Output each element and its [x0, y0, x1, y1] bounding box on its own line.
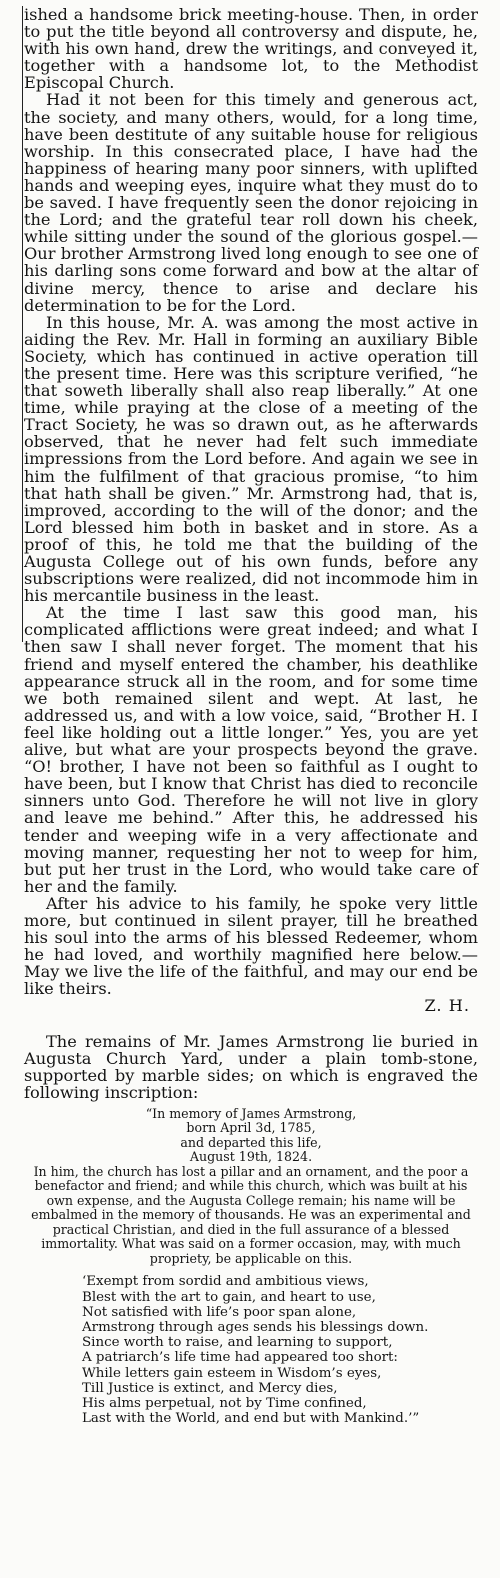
- paragraph-2: Had it not been for this timely and generous act, the society, and many others, would, for a long time, have been destitute of any suitable house for religious worship. In this consecrated place, I have had the happiness of hearing many poor sinners, with uplifted hands and weeping eyes, inquire what they must do to be saved. I have frequently seen the donor rejoicing in the Lord; and the grateful tear roll down his cheek, while sitting under the sound of the glorious gospel.—Our brother Armstrong lived long enough to see one of his darling sons come forward and bow at the altar of divine mercy, thence to arise and declare his determination to be for the Lord.: [24, 90, 478, 315]
- poem-line: Armstrong through ages sends his blessings down.: [82, 1320, 429, 1336]
- inscription: [24, 1107, 478, 1267]
- inscription-body: In him, the church has lost a pillar and an ornament, and the poor a benefactor and friend; and while this church, which was built at his own expense, and the Augusta College remain; his name will be embalmed in the memory of thousands. He was an experimental and practical Christian, and died in the full assurance of a blessed immortality. What was said on a former occasion, may, with much propriety, be applicable on this.: [31, 1163, 471, 1266]
- poem-line: While letters gain esteem in Wisdom’s eyes,: [82, 1365, 382, 1381]
- inscription-line: born April 3d, 1785,: [186, 1120, 316, 1136]
- remains-intro: The remains of Mr. James Armstrong lie buried in Augusta Church Yard, under a plain tomb-stone, supported by marble sides; on which is engraved the following inscription:: [24, 1031, 478, 1102]
- section-gap: [24, 1015, 478, 1033]
- inscription-line: August 19th, 1824.: [189, 1149, 313, 1165]
- paragraph-3: In this house, Mr. A. was among the most active in aiding the Rev. Mr. Hall in forming an auxiliary Bible Society, which has continued in active operation till the present time. Here was this scripture verified, “he that soweth liberally shall also reap liberally.” At one time, while praying at the close of a meeting of the Tract Society, he was so drawn out, as he afterwards observed, that he never had felt such immediate impressions from the Lord before. And again we see in him the fulfilment of that gracious promise, “to him that hath shall be given.” Mr. Armstrong had, that is, improved, according to the will of the donor; and the Lord blessed him both in basket and in store. As a proof of this, he told me that the building of the Augusta College out of his own funds, before any subscriptions were realized, did not incommode him in his mercantile business in the least.: [24, 312, 478, 606]
- poem-line: ‘Exempt from sordid and ambitious views,: [82, 1274, 369, 1290]
- poem-line: A patriarch’s life time had appeared too short:: [82, 1350, 398, 1366]
- column-rule: [22, 6, 23, 642]
- paragraph-4: At the time I last saw this good man, his complicated afflictions were great indeed; and what I then saw I shall never forget. The moment that his friend and myself entered the chamber, his deathlike appearance struck all in the room, and for some time we both remained silent and wept. At last, he addressed us, and with a low voice, said, “Brother H. I feel like holding out a little longer.” Yes, you are yet alive, but what are your prospects beyond the grave. “O! brother, I have not been so faithful as I ought to have been, but I know that Christ has died to reconcile sinners unto God. Therefore he will not live in glory and leave me behind.” After this, he addressed his tender and weeping wife in a very affectionate and moving manner, requesting her not to weep for him, but put her trust in the Lord, who would take care of her and the family.: [24, 603, 478, 896]
- poem-line: His alms perpetual, not by Time confined,: [82, 1396, 367, 1412]
- inscription-line: “In memory of James Armstrong,: [145, 1105, 357, 1121]
- poem-line: Since worth to raise, and learning to support,: [82, 1335, 393, 1351]
- paragraph-1: ished a handsome brick meeting-house. Then, in order to put the title beyond all controversy and dispute, he, with his own hand, drew the writings, and conveyed it, together with a handsome lot, to the Methodist Episcopal Church.: [24, 5, 478, 93]
- poem-line: Last with the World, and end but with Mankind.’”: [82, 1411, 420, 1427]
- article-body: [24, 6, 478, 1101]
- poem: [82, 1274, 478, 1426]
- poem-line: Not satisfied with life’s poor span alone,: [82, 1304, 357, 1320]
- poem-line: Till Justice is extinct, and Mercy dies,: [82, 1380, 338, 1396]
- inscription-line: and departed this life,: [180, 1134, 322, 1150]
- poem-line: Blest with the art to gain, and heart to use,: [82, 1289, 376, 1305]
- paragraph-5: After his advice to his family, he spoke very little more, but continued in silent prayer, till he breathed his soul into the arms of his blessed Redeemer, whom he had loved, and worthily magnified here below.—May we live the life of the faithful, and may our end be like theirs.: [24, 893, 478, 999]
- signature: Z. H.: [424, 996, 470, 1016]
